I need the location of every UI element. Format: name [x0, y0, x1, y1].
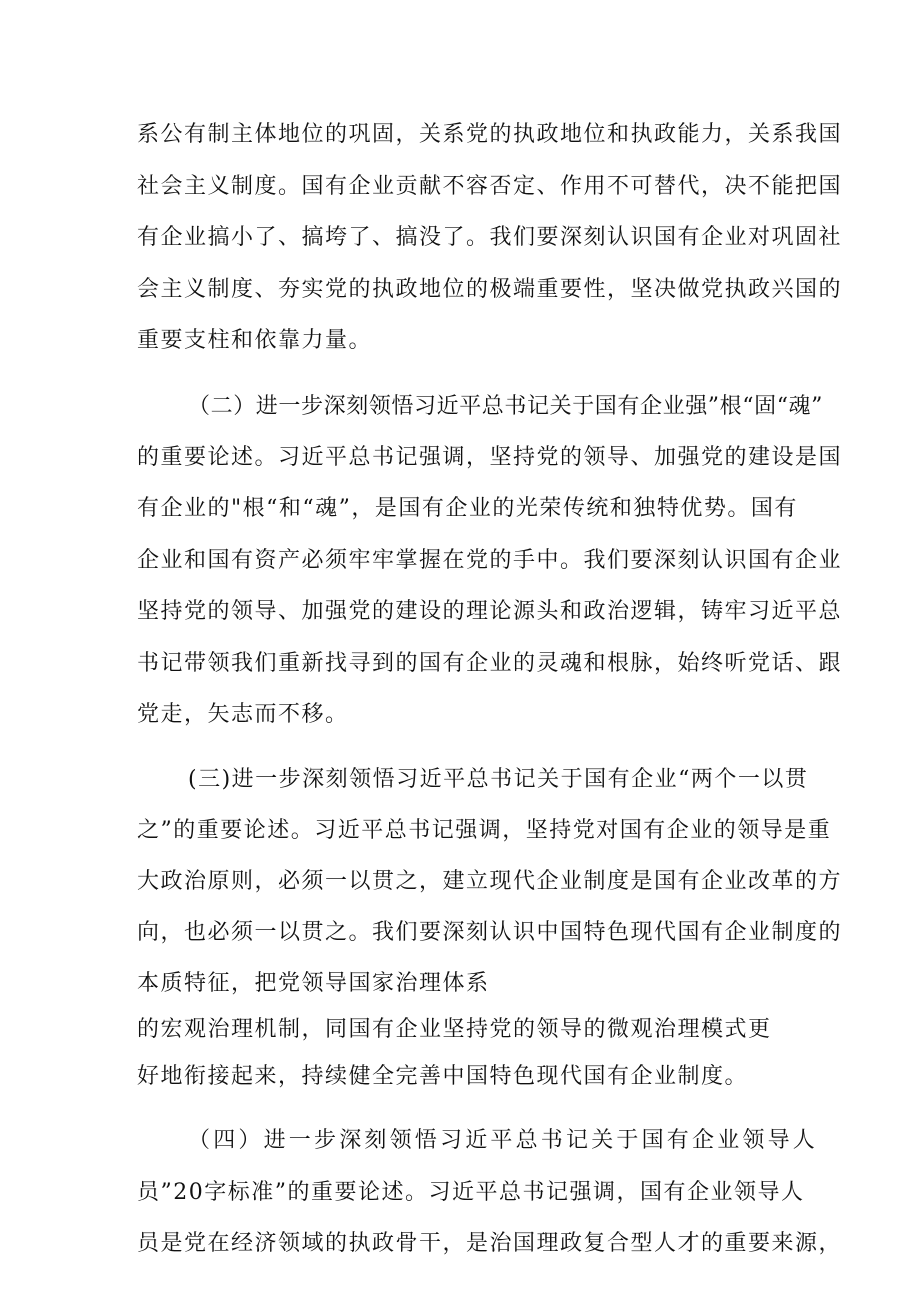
- paragraph-2-line-5: 坚持党的领导、加强党的建设的理论源头和政治逻辑，铸牢习近平总: [137, 599, 843, 624]
- paragraph-3-line-6: 的宏观治理机制，同国有企业坚持党的领导的微观治理模式更: [137, 1017, 772, 1042]
- paragraph-2-line-7: 党走，矢志而不移。: [137, 702, 349, 727]
- paragraph-2-line-4: 企业和国有资产必须牢牢掌握在党的手中。我们要深刻认识国有企业: [137, 548, 843, 573]
- paragraph-1-line-4: 会主义制度、夯实党的执政地位的极端重要性，坚决做党执政兴国的: [137, 277, 843, 302]
- paragraph-3-line-3: 大政治原则，必须一以贯之，建立现代企业制度是国有企业改革的方: [137, 869, 843, 894]
- paragraph-3-line-2: 之”的重要论述。习近平总书记强调，坚持党对国有企业的领导是重: [137, 818, 832, 843]
- paragraph-3-line-4: 向，也必须一以贯之。我们要深刻认识中国特色现代国有企业制度的: [137, 920, 843, 945]
- paragraph-3-line-1: (三)进一步深刻领悟习近平总书记关于国有企业“两个一以贯: [188, 767, 809, 792]
- paragraph-1-line-5: 重要支柱和依靠力量。: [137, 328, 373, 353]
- paragraph-4-line-2: 员”20字标准”的重要论述。习近平总书记强调，国有企业领导人: [137, 1180, 805, 1205]
- paragraph-3-line-7: 好地衔接起来，持续健全完善中国特色现代国有企业制度。: [137, 1064, 749, 1089]
- paragraph-1-line-2: 社会主义制度。国有企业贡献不容否定、作用不可替代，决不能把国: [137, 174, 843, 199]
- paragraph-2-line-2: 的重要论述。习近平总书记强调，坚持党的领导、加强党的建设是国: [137, 445, 843, 470]
- paragraph-2-line-3: 有企业的"根“和“魂”，是国有企业的光荣传统和独特优势。国有: [137, 496, 798, 521]
- paragraph-2-line-6: 书记带领我们重新找寻到的国有企业的灵魂和根脉，始终听党话、跟: [137, 651, 843, 676]
- paragraph-3-line-5: 本质特征，把党领导国家治理体系: [137, 971, 490, 996]
- paragraph-1-line-3: 有企业搞小了、搞垮了、搞没了。我们要深刻认识国有企业对巩固社: [137, 225, 843, 250]
- paragraph-4-line-3: 员是党在经济领域的执政骨干，是治国理政复合型人才的重要来源，: [137, 1231, 843, 1256]
- paragraph-2-line-1: （二）进一步深刻领悟习近平总书记关于国有企业强”根“固“魂”: [188, 394, 823, 419]
- paragraph-1-line-1: 系公有制主体地位的巩固，关系党的执政地位和执政能力，关系我国: [137, 122, 843, 147]
- paragraph-4-line-1: （四）进一步深刻领悟习近平总书记关于国有企业领导人: [188, 1128, 819, 1153]
